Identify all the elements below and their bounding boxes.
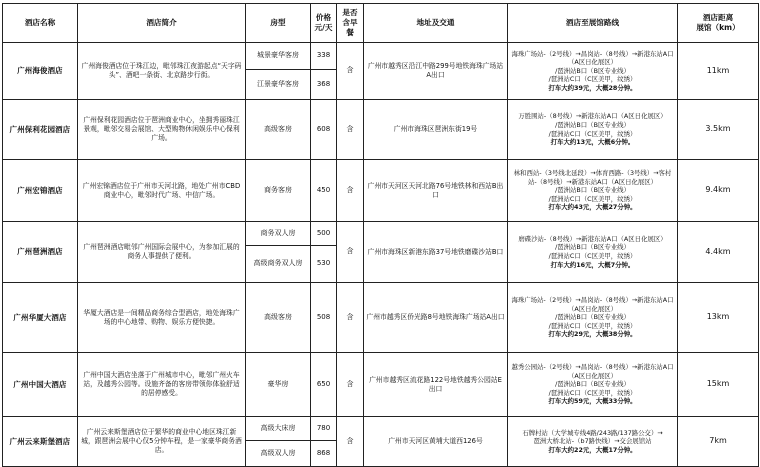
hotel-intro: 广州琶洲酒店毗邻广州国际会展中心，为参加汇展的商务人事提供了便利。: [78, 222, 246, 283]
taxi-info: 打车大约13元，大概6分钟。: [550, 138, 635, 147]
route-line: 越秀公园站-（2号线）→昌岗站-（8号线）→新港东站A口: [511, 363, 674, 372]
route-line: /琶洲站C口（C区美甲，纹绣）: [548, 194, 637, 203]
table-row: [3, 417, 759, 441]
route-line: /琶洲站B口（B区专业线）: [555, 120, 630, 129]
distance: 3.5km: [678, 100, 759, 160]
route: [508, 283, 678, 353]
route-line: （A区日化展区）: [567, 304, 618, 313]
route-line: /琶洲站C口（C区美甲，纹绣）: [548, 75, 637, 84]
route-line: 海珠广场站-（2号线）→昌岗站-（8号线）→新港东站A口: [511, 49, 674, 58]
address: 广州市越秀区侨光路8号地铁海珠广场站A出口: [364, 283, 508, 353]
route-line: 琶洲大桥北站-（b7路快线）→交会展馆站: [533, 437, 652, 446]
room-price: 368: [311, 70, 337, 100]
hotel-intro: 华厦大酒店是一间精品商务综合型酒店，地处海珠广场的中心地带、购物、娱乐方便快捷。: [78, 283, 246, 353]
route-line: 万胜围站-（8号线）→新港东站A口（A区日化展区）: [518, 112, 667, 121]
room-type: 高级客房: [246, 100, 311, 160]
taxi-info: 打车大约16元，大概7分钟。: [550, 260, 635, 269]
breakfast: 含: [337, 417, 364, 467]
address: 广州市天河区黄埔大道西126号: [364, 417, 508, 467]
room-price: 500: [311, 222, 337, 246]
room-price: 508: [311, 283, 337, 353]
distance: 9.4km: [678, 160, 759, 222]
breakfast: 含: [337, 222, 364, 283]
route-line: /琶洲站B口（B区专业线）: [555, 313, 630, 322]
header-route: 酒店至展馆路线: [508, 4, 678, 43]
address: 广州市越秀区沿江中路299号地铁海珠广场站A出口: [364, 43, 508, 100]
address: 广州市海珠区新港东路37号地铁磨碟沙站B口: [364, 222, 508, 283]
hotel-intro: 广州云来斯堡酒店位于繁华的商业中心地区珠江新城，跟琶洲会展中心仅5分钟车程，是一家豪华商务酒店。: [78, 417, 246, 467]
room-price: 868: [311, 441, 337, 467]
header-breakfast: [337, 4, 364, 43]
room-price: 650: [311, 353, 337, 417]
route: [508, 417, 678, 467]
room-price: 450: [311, 160, 337, 222]
room-price: 530: [311, 246, 337, 283]
breakfast: 含: [337, 160, 364, 222]
route-line: /琶洲站B口（B区专业线）: [555, 66, 630, 75]
route-line: （A区日化展区）: [567, 371, 618, 380]
table-row: [3, 222, 759, 246]
taxi-info: 打车大约39元，大概28分钟。: [548, 83, 637, 92]
breakfast: 含: [337, 353, 364, 417]
room-type: 高级双人房: [246, 441, 311, 467]
table-row: [3, 353, 759, 417]
distance: 4.4km: [678, 222, 759, 283]
table-row: [3, 43, 759, 70]
taxi-info: 打车大约59元，大概33分钟。: [548, 397, 637, 406]
header-distance-line1: 酒店距离: [702, 12, 734, 22]
table-row: [3, 283, 759, 353]
distance: 13km: [678, 283, 759, 353]
route-line: /琶洲站C口（C区美甲，纹绣）: [548, 252, 637, 260]
route-line: 海珠广场站-（2号线）→昌岗站-（8号线）→新港东站A口: [511, 296, 674, 305]
room-type: 城景豪华客房: [246, 43, 311, 70]
distance: 7km: [678, 417, 759, 467]
header-price-line2: 元/天: [314, 23, 333, 32]
route: [508, 353, 678, 417]
route: [508, 160, 678, 222]
taxi-info: 打车大约22元，大概17分钟。: [548, 445, 637, 454]
room-type: 商务双人房: [246, 222, 311, 246]
hotel-intro: 广州海俊酒店位于珠江边，毗邻珠江夜游起点“天字码头”、酒吧一条街、北京路步行街。: [78, 43, 246, 100]
room-type: 江景豪华客房: [246, 70, 311, 100]
header-price-line1: 价格: [315, 12, 332, 22]
table-row: [3, 100, 759, 160]
address: 广州市海珠区琶洲东街19号: [364, 100, 508, 160]
hotel-name: 广州宏锦酒店: [3, 160, 78, 222]
header-room-type: 房型: [246, 4, 311, 43]
route-line: 磨碟沙站-（8号线）→新港东站A口（A区日化展区）: [518, 234, 667, 243]
route-line: 林和西站-（3号线北延段）→体育西路-（3号线）→客村站-（8号线）→新港东站A口（A区日化展区）: [513, 169, 672, 186]
header-breakfast-line2: 含早餐: [342, 17, 358, 37]
distance: 15km: [678, 353, 759, 417]
header-hotel-intro: 酒店简介: [78, 4, 246, 43]
route-line: /琶洲站B口（B区专业线）: [555, 380, 630, 389]
room-price: 338: [311, 43, 337, 70]
hotel-name: 广州中国大酒店: [3, 353, 78, 417]
room-type: 高级商务双人房: [246, 246, 311, 283]
room-price: 608: [311, 100, 337, 160]
hotel-name: 广州华厦大酒店: [3, 283, 78, 353]
hotel-intro: 广州宏锦酒店位于广州市天河北路，地处广州市CBD商业中心，毗邻时代广场、中信广场。: [78, 160, 246, 222]
route-line: 石牌村站（大学城专线4路/243路/137路公交）→: [522, 428, 663, 437]
header-hotel-name: 酒店名称: [3, 4, 78, 43]
hotel-intro: 广州保利花园酒店位于琶洲商业中心，坐拥秀丽珠江景观，毗邻交易会展馆、大型购物休闲娱乐中心保利广场。: [78, 100, 246, 160]
room-type: 高级大床房: [246, 417, 311, 441]
route-line: /琶洲站B口（B区专业线）: [555, 243, 630, 252]
taxi-info: 打车大约29元，大概38分钟。: [548, 330, 637, 339]
header-distance-line2: 展馆（km）: [696, 23, 740, 32]
hotel-name: 广州琶洲酒店: [3, 222, 78, 283]
route-line: /琶洲站B口（B区专业线）: [555, 186, 630, 195]
route-line: /琶洲站C口（C区美甲，纹绣）: [548, 321, 637, 330]
hotel-name: 广州云来斯堡酒店: [3, 417, 78, 467]
hotel-name: 广州保利花园酒店: [3, 100, 78, 160]
hotel-name: 广州海俊酒店: [3, 43, 78, 100]
breakfast: 含: [337, 283, 364, 353]
route-line: （A区日化展区）: [567, 58, 618, 67]
route: [508, 100, 678, 160]
taxi-info: 打车大约43元，大概27分钟。: [548, 203, 637, 212]
header-price: [311, 4, 337, 43]
route: [508, 43, 678, 100]
hotel-intro: 广州中国大酒店坐落于广州城市中心，毗邻广州火车站，及越秀公园等。设施齐备的客房带领你体验舒适的居停感受。: [78, 353, 246, 417]
room-type: 高级客房: [246, 283, 311, 353]
header-breakfast-line1: 是否: [342, 7, 358, 17]
hotel-table: [2, 3, 759, 467]
room-price: 780: [311, 417, 337, 441]
room-type: 豪华房: [246, 353, 311, 417]
address: 广州市天河区天河北路76号地铁林和西站B出口: [364, 160, 508, 222]
header-distance: [678, 4, 759, 43]
table-row: [3, 160, 759, 222]
room-type: 商务客房: [246, 160, 311, 222]
breakfast: 含: [337, 100, 364, 160]
route-line: /琶洲站C口（C区美甲，纹绣）: [548, 388, 637, 397]
distance: 11km: [678, 43, 759, 100]
header-address: 地址及交通: [364, 4, 508, 43]
breakfast: 含: [337, 43, 364, 100]
table-header-row: [3, 4, 759, 43]
address: 广州市越秀区流花路122号地铁越秀公园站E出口: [364, 353, 508, 417]
route-line: /琶洲站C口（C区美甲，纹绣）: [548, 129, 637, 138]
route: [508, 222, 678, 283]
